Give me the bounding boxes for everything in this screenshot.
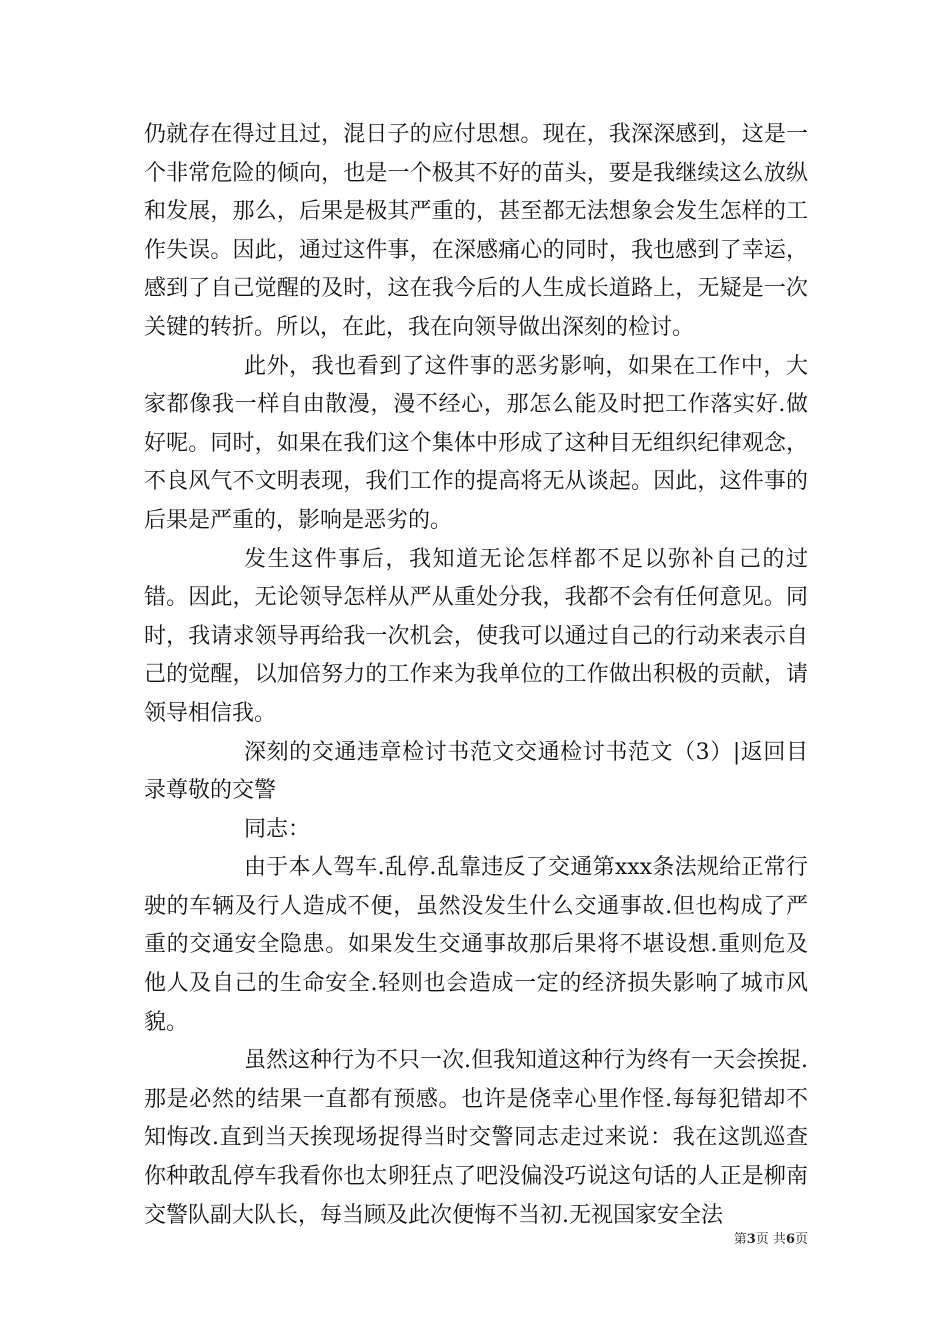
footer-suffix: 页 (794, 1232, 808, 1247)
paragraph-3: 发生这件事后，我知道无论怎样都不足以弥补自己的过错。因此，无论领导怎样从严从重处分我，我都不会有任何意见。同时，我请求领导再给我一次机会，使我可以通过自己的行动来表示自己的觉醒，以加倍努力的工作来为我单位的工作做出积极的贡献，请领导相信我。 (144, 546, 808, 726)
paragraph-2: 此外，我也看到了这件事的恶劣影响，如果在工作中，大家都像我一样自由散漫，漫不经心，那怎么能及时把工作落实好.做好呢。同时，如果在我们这个集体中形成了这种目无组织纪律观念，不良风气不文明表现，我们工作的提高将无从谈起。因此，这件事的后果是严重的，影响是恶劣的。 (144, 353, 808, 533)
page-number-footer (700, 1231, 808, 1249)
document-body (144, 116, 808, 1235)
paragraph-4: 由于本人驾车.乱停.乱靠违反了交通第xxx条法规给正常行驶的车辆及行人造成不便，虽然没发生什么交通事故.但也构成了严重的交通安全隐患。如果发生交通事故那后果将不堪设想.重则危及他人及自己的生命安全.轻则也会造成一定的经济损失影响了城市风貌。 (144, 855, 808, 1035)
footer-total-pages: 6 (785, 1232, 795, 1247)
paragraph-1: 仍就存在得过且过，混日子的应付思想。现在，我深深感到，这是一个非常危险的倾向，也是一个极其不好的苗头，要是我继续这么放纵和发展，那么，后果是极其严重的，甚至都无法想象会发生怎样的工作失误。因此，通过这件事，在深感痛心的同时，我也感到了幸运，感到了自己觉醒的及时，这在我今后的人生成长道路上，无疑是一次关键的转折。所以，在此，我在向领导做出深刻的检讨。 (144, 122, 808, 340)
footer-middle: 页 共 (755, 1232, 786, 1247)
paragraph-5: 虽然这种行为不只一次.但我知道这种行为终有一天会挨捉.那是必然的结果一直都有预感。也许是侥幸心里作怪.每每犯错却不知悔改.直到当天挨现场捉得当时交警同志走过来说：我在这凯巡查你种敢乱停车我看你也太卵狂点了吧没偏没巧说这句话的人正是柳南交警队副大队长，每当顾及此次便悔不当初.无视国家安全法 (144, 1048, 808, 1228)
section-heading: 深刻的交通违章检讨书范文交通检讨书范文（3）|返回目录尊敬的交警 (144, 739, 808, 804)
footer-prefix: 第 (733, 1232, 747, 1247)
footer-current-page: 3 (746, 1232, 756, 1247)
salutation: 同志： (244, 816, 311, 842)
